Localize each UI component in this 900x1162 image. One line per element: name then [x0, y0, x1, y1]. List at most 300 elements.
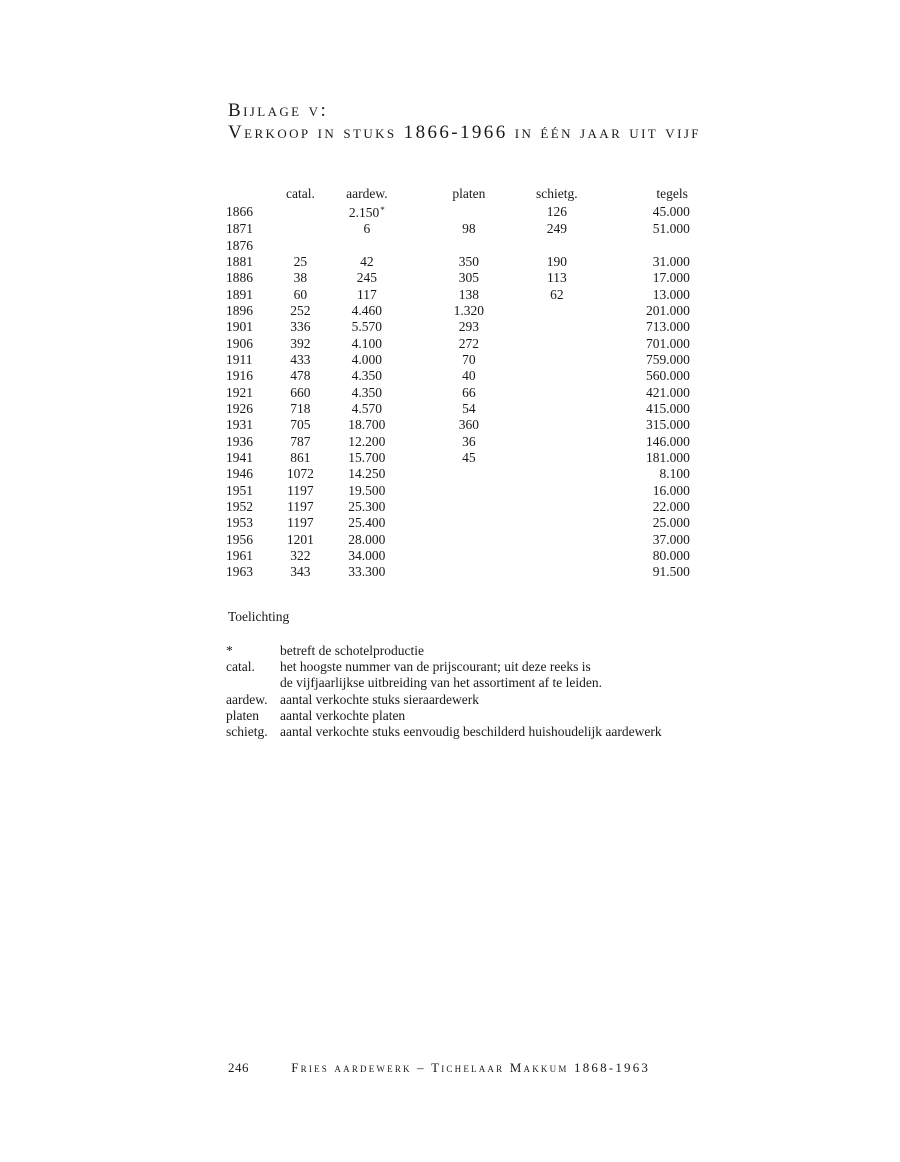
cell-platen [419, 466, 519, 482]
cell-schietg-value: 113 [546, 270, 567, 286]
cell-year-value: 1891 [226, 286, 253, 302]
cell-tegels [595, 319, 713, 335]
cell-year-value: 1951 [226, 482, 253, 498]
cell-year-value: 1931 [226, 417, 253, 433]
table-row [226, 417, 713, 433]
table-row [226, 450, 713, 466]
cell-platen [419, 450, 519, 466]
cell-aardew-value: 4.350 [351, 384, 383, 400]
cell-tegels-value: 146.000 [645, 433, 690, 449]
cell-year-value: 1871 [226, 221, 253, 237]
cell-catal-value: 343 [290, 564, 311, 580]
cell-year [226, 564, 286, 580]
cell-schietg [519, 237, 595, 253]
cell-catal-value: 433 [290, 351, 311, 367]
cell-year-value: 1876 [226, 237, 253, 253]
cell-catal [286, 352, 315, 368]
cell-catal-value: 322 [290, 548, 311, 564]
cell-platen-value: 98 [462, 221, 476, 237]
cell-tegels [595, 499, 713, 515]
cell-catal [286, 532, 315, 548]
cell-aardew-value: 25.400 [348, 515, 386, 531]
cell-platen-value: 1.320 [453, 302, 485, 318]
cell-catal-value: 392 [290, 335, 311, 351]
cell-aardew [315, 564, 419, 580]
cell-schietg [519, 450, 595, 466]
cell-aardew-value: 245 [356, 270, 377, 286]
cell-platen [419, 515, 519, 531]
table-row [226, 499, 713, 515]
cell-tegels-value: 421.000 [645, 384, 690, 400]
cell-year-value: 1886 [226, 270, 253, 286]
cell-tegels-value: 701.000 [645, 335, 690, 351]
note-definition: de vijfjaarlijkse uitbreiding van het assortiment af te leiden. [280, 675, 603, 691]
cell-tegels-value: 80.000 [652, 548, 690, 564]
note-term: catal. [226, 659, 255, 675]
cell-aardew-value: 19.500 [348, 482, 386, 498]
cell-aardew [315, 433, 419, 449]
cell-catal-value: 1197 [287, 499, 314, 515]
footnote-marker: * [380, 205, 385, 215]
cell-tegels-value: 91.500 [652, 564, 690, 580]
cell-tegels-value: 25.000 [652, 515, 690, 531]
table-row [226, 433, 713, 449]
cell-schietg [519, 270, 595, 286]
cell-tegels-value: 415.000 [645, 400, 690, 416]
cell-catal [286, 368, 315, 384]
cell-tegels-value: 13.000 [652, 286, 690, 302]
cell-aardew [315, 254, 419, 270]
cell-tegels-value: 560.000 [645, 368, 690, 384]
cell-aardew-value: 15.700 [348, 449, 386, 465]
cell-year [226, 270, 286, 286]
cell-aardew-value: 28.000 [348, 531, 386, 547]
cell-platen-value: 305 [458, 270, 479, 286]
cell-schietg-value: 249 [546, 221, 567, 237]
cell-year-value: 1936 [226, 433, 253, 449]
notes-title: Toelichting [228, 609, 290, 624]
cell-aardew [315, 303, 419, 319]
cell-schietg [519, 483, 595, 499]
cell-catal-value: 336 [290, 319, 311, 335]
cell-tegels [595, 303, 713, 319]
cell-tegels [595, 384, 713, 400]
cell-aardew [315, 335, 419, 351]
cell-year-value: 1906 [226, 335, 253, 351]
cell-platen [419, 286, 519, 302]
table-row [226, 335, 713, 351]
cell-tegels [595, 335, 713, 351]
cell-tegels-value: 17.000 [652, 270, 690, 286]
note-definition: het hoogste nummer van de prijscourant; uit deze reeks is [280, 659, 591, 675]
cell-schietg [519, 202, 595, 221]
cell-catal [286, 433, 315, 449]
note-definition: betreft de schotelproductie [280, 643, 424, 658]
cell-aardew-value: 117 [356, 286, 377, 302]
cell-year-value: 1866 [226, 203, 253, 219]
cell-catal [286, 270, 315, 286]
sales-table [226, 185, 713, 581]
cell-aardew [315, 221, 419, 237]
cell-platen [419, 433, 519, 449]
cell-tegels-value: 8.100 [659, 466, 690, 482]
cell-platen-value: 138 [458, 286, 479, 302]
cell-tegels-value: 201.000 [645, 302, 690, 318]
cell-tegels [595, 417, 713, 433]
cell-aardew [315, 401, 419, 417]
cell-year [226, 450, 286, 466]
cell-catal [286, 335, 315, 351]
cell-tegels [595, 237, 713, 253]
cell-tegels [595, 202, 713, 221]
cell-schietg [519, 368, 595, 384]
cell-tegels [595, 270, 713, 286]
cell-platen [419, 368, 519, 384]
table-row [226, 270, 713, 286]
cell-year-value: 1921 [226, 384, 253, 400]
cell-schietg [519, 532, 595, 548]
cell-aardew-value: 4.570 [351, 400, 383, 416]
cell-tegels-value: 22.000 [652, 499, 690, 515]
cell-aardew [315, 286, 419, 302]
cell-year-value: 1901 [226, 319, 253, 335]
cell-year [226, 515, 286, 531]
column-header-year [226, 185, 286, 202]
cell-catal [286, 417, 315, 433]
cell-schietg [519, 433, 595, 449]
cell-catal [286, 202, 315, 221]
cell-year [226, 401, 286, 417]
table-row [226, 515, 713, 531]
cell-tegels-value: 759.000 [645, 351, 690, 367]
cell-platen [419, 548, 519, 564]
cell-catal [286, 483, 315, 499]
table-row [226, 237, 713, 253]
cell-aardew-value: 34.000 [348, 548, 386, 564]
cell-tegels [595, 254, 713, 270]
note-definition: aantal verkochte platen [280, 707, 406, 723]
cell-aardew [315, 384, 419, 400]
cell-aardew [315, 532, 419, 548]
column-header-schietg: schietg. [536, 186, 578, 201]
cell-tegels-value: 315.000 [645, 417, 690, 433]
cell-tegels [595, 450, 713, 466]
cell-year [226, 202, 286, 221]
note-definition: aantal verkochte stuks eenvoudig beschilderd huishoudelijk aardewerk [280, 724, 662, 740]
cell-platen [419, 270, 519, 286]
cell-schietg [519, 499, 595, 515]
cell-aardew [315, 237, 419, 253]
cell-tegels [595, 433, 713, 449]
cell-schietg [519, 254, 595, 270]
cell-tegels-value: 181.000 [645, 449, 690, 465]
cell-catal-value: 1201 [286, 531, 314, 547]
cell-catal-value: 660 [290, 384, 311, 400]
cell-year [226, 483, 286, 499]
cell-schietg [519, 466, 595, 482]
cell-catal [286, 564, 315, 580]
cell-catal [286, 450, 315, 466]
cell-year-value: 1941 [226, 449, 253, 465]
cell-catal [286, 303, 315, 319]
cell-platen [419, 417, 519, 433]
cell-year [226, 254, 286, 270]
note-term: * [226, 643, 233, 658]
cell-aardew-value: 25.300 [348, 499, 386, 515]
cell-tegels [595, 286, 713, 302]
cell-platen-value: 45 [462, 449, 476, 465]
note-row [226, 692, 662, 708]
cell-aardew [315, 483, 419, 499]
cell-year-value: 1881 [226, 253, 253, 269]
cell-aardew [315, 202, 419, 221]
cell-catal-value: 787 [290, 433, 311, 449]
cell-tegels-value: 37.000 [652, 531, 690, 547]
cell-aardew-value: 42 [360, 253, 374, 269]
table-row [226, 319, 713, 335]
cell-schietg [519, 286, 595, 302]
cell-platen [419, 254, 519, 270]
cell-platen [419, 564, 519, 580]
cell-platen-value: 36 [462, 433, 476, 449]
column-header-aardew: aardew. [346, 186, 388, 201]
cell-platen [419, 483, 519, 499]
note-row [226, 708, 662, 724]
cell-year [226, 237, 286, 253]
cell-platen-value: 70 [462, 351, 476, 367]
cell-year [226, 417, 286, 433]
cell-catal [286, 221, 315, 237]
cell-year-value: 1952 [226, 499, 253, 515]
cell-tegels-value: 51.000 [652, 221, 690, 237]
cell-schietg [519, 401, 595, 417]
table-row [226, 483, 713, 499]
cell-schietg-value: 126 [546, 203, 567, 219]
cell-aardew [315, 417, 419, 433]
cell-platen [419, 532, 519, 548]
table-row [226, 303, 713, 319]
table-row [226, 286, 713, 302]
table-row [226, 466, 713, 482]
cell-platen-value: 360 [458, 417, 479, 433]
cell-year [226, 286, 286, 302]
cell-tegels-value: 45.000 [652, 203, 690, 219]
cell-year-value: 1963 [226, 564, 253, 580]
cell-catal [286, 499, 315, 515]
cell-aardew-value: 18.700 [348, 417, 386, 433]
cell-tegels [595, 221, 713, 237]
cell-platen-value: 293 [458, 319, 479, 335]
note-row [226, 643, 662, 659]
cell-schietg [519, 515, 595, 531]
cell-year-value: 1896 [226, 302, 253, 318]
cell-year-value: 1926 [226, 400, 253, 416]
cell-platen [419, 202, 519, 221]
cell-platen [419, 237, 519, 253]
column-header-platen: platen [452, 186, 486, 201]
cell-year [226, 466, 286, 482]
cell-tegels-value: 16.000 [652, 482, 690, 498]
cell-aardew-value: 2.150 [348, 205, 380, 220]
cell-catal [286, 254, 315, 270]
cell-catal [286, 401, 315, 417]
cell-tegels [595, 515, 713, 531]
cell-aardew-value: 4.100 [351, 335, 383, 351]
cell-schietg [519, 335, 595, 351]
cell-year-value: 1961 [226, 548, 253, 564]
cell-year [226, 384, 286, 400]
cell-year [226, 548, 286, 564]
note-term: schietg. [226, 724, 268, 740]
note-term: aardew. [226, 691, 268, 707]
cell-schietg [519, 564, 595, 580]
table-row [226, 352, 713, 368]
cell-platen [419, 499, 519, 515]
cell-schietg-value: 190 [546, 253, 567, 269]
cell-catal [286, 466, 315, 482]
table-row [226, 202, 713, 221]
table-header-row [226, 185, 713, 202]
cell-year-value: 1956 [226, 531, 253, 547]
cell-catal-value: 861 [290, 449, 311, 465]
cell-aardew-value: 4.460 [351, 302, 383, 318]
cell-catal [286, 319, 315, 335]
cell-schietg [519, 548, 595, 564]
cell-platen-value: 40 [462, 368, 476, 384]
cell-year-value: 1916 [226, 368, 253, 384]
cell-tegels [595, 401, 713, 417]
cell-schietg [519, 384, 595, 400]
cell-tegels [595, 532, 713, 548]
cell-catal-value: 1197 [287, 515, 314, 531]
notes-list [226, 643, 662, 740]
note-row [226, 675, 662, 691]
table-row [226, 532, 713, 548]
cell-year [226, 303, 286, 319]
cell-year [226, 368, 286, 384]
table-row [226, 564, 713, 580]
cell-schietg [519, 417, 595, 433]
table-row [226, 548, 713, 564]
cell-platen [419, 335, 519, 351]
cell-year [226, 335, 286, 351]
cell-aardew [315, 450, 419, 466]
cell-catal-value: 1072 [286, 466, 314, 482]
cell-aardew-value: 14.250 [348, 466, 386, 482]
cell-tegels-value: 31.000 [652, 253, 690, 269]
cell-catal-value: 718 [290, 400, 311, 416]
cell-catal-value: 705 [290, 417, 311, 433]
note-definition: aantal verkochte stuks sieraardewerk [280, 691, 480, 707]
cell-aardew [315, 548, 419, 564]
cell-year [226, 319, 286, 335]
cell-catal [286, 237, 315, 253]
cell-aardew [315, 515, 419, 531]
cell-platen-value: 54 [462, 400, 476, 416]
cell-platen [419, 352, 519, 368]
cell-year [226, 433, 286, 449]
cell-year [226, 352, 286, 368]
table-row [226, 384, 713, 400]
note-row [226, 659, 662, 675]
cell-aardew-value: 12.200 [348, 433, 386, 449]
cell-catal-value: 60 [293, 286, 308, 302]
cell-catal-value: 1197 [287, 482, 314, 498]
page-footer [228, 1060, 650, 1076]
note-term [226, 675, 280, 691]
cell-catal [286, 515, 315, 531]
cell-year-value: 1953 [226, 515, 253, 531]
column-header-tegels: tegels [656, 186, 688, 201]
table-row [226, 401, 713, 417]
cell-catal-value: 25 [293, 253, 308, 269]
cell-tegels [595, 368, 713, 384]
cell-tegels [595, 352, 713, 368]
note-row [226, 724, 662, 740]
table-row [226, 254, 713, 270]
cell-tegels [595, 466, 713, 482]
cell-aardew-value: 5.570 [351, 319, 383, 335]
cell-catal [286, 384, 315, 400]
cell-catal-value: 252 [290, 302, 311, 318]
cell-aardew [315, 319, 419, 335]
cell-aardew-value: 6 [363, 221, 371, 237]
cell-aardew [315, 368, 419, 384]
cell-platen-value: 66 [462, 384, 476, 400]
cell-aardew [315, 499, 419, 515]
column-header-catal: catal. [286, 186, 315, 201]
cell-schietg [519, 319, 595, 335]
table-row [226, 368, 713, 384]
page-number: 246 [228, 1060, 249, 1075]
cell-year [226, 221, 286, 237]
cell-tegels [595, 548, 713, 564]
cell-platen [419, 303, 519, 319]
cell-platen [419, 384, 519, 400]
cell-aardew-value: 4.350 [351, 368, 383, 384]
note-term: platen [226, 707, 259, 723]
running-title: Fries aardewerk – Tichelaar Makkum 1868-1963 [291, 1060, 651, 1075]
cell-platen [419, 401, 519, 417]
cell-platen [419, 319, 519, 335]
cell-year-value: 1946 [226, 466, 253, 482]
cell-aardew [315, 352, 419, 368]
cell-year [226, 499, 286, 515]
cell-schietg [519, 352, 595, 368]
cell-tegels-value: 713.000 [645, 319, 690, 335]
page-title: Verkoop in stuks 1866-1966 in één jaar uit vijf [228, 122, 701, 143]
cell-catal [286, 548, 315, 564]
cell-catal [286, 286, 315, 302]
cell-aardew-value: 33.300 [348, 564, 386, 580]
cell-year [226, 532, 286, 548]
table-row [226, 221, 713, 237]
cell-year-value: 1911 [226, 351, 253, 367]
cell-schietg [519, 221, 595, 237]
cell-platen-value: 272 [458, 335, 479, 351]
cell-catal-value: 478 [290, 368, 311, 384]
cell-tegels [595, 564, 713, 580]
cell-aardew [315, 270, 419, 286]
cell-aardew [315, 466, 419, 482]
cell-platen [419, 221, 519, 237]
cell-platen-value: 350 [458, 253, 479, 269]
appendix-label: Bijlage v: [228, 100, 329, 121]
cell-schietg [519, 303, 595, 319]
cell-schietg-value: 62 [550, 286, 564, 302]
cell-tegels [595, 483, 713, 499]
cell-catal-value: 38 [293, 270, 308, 286]
